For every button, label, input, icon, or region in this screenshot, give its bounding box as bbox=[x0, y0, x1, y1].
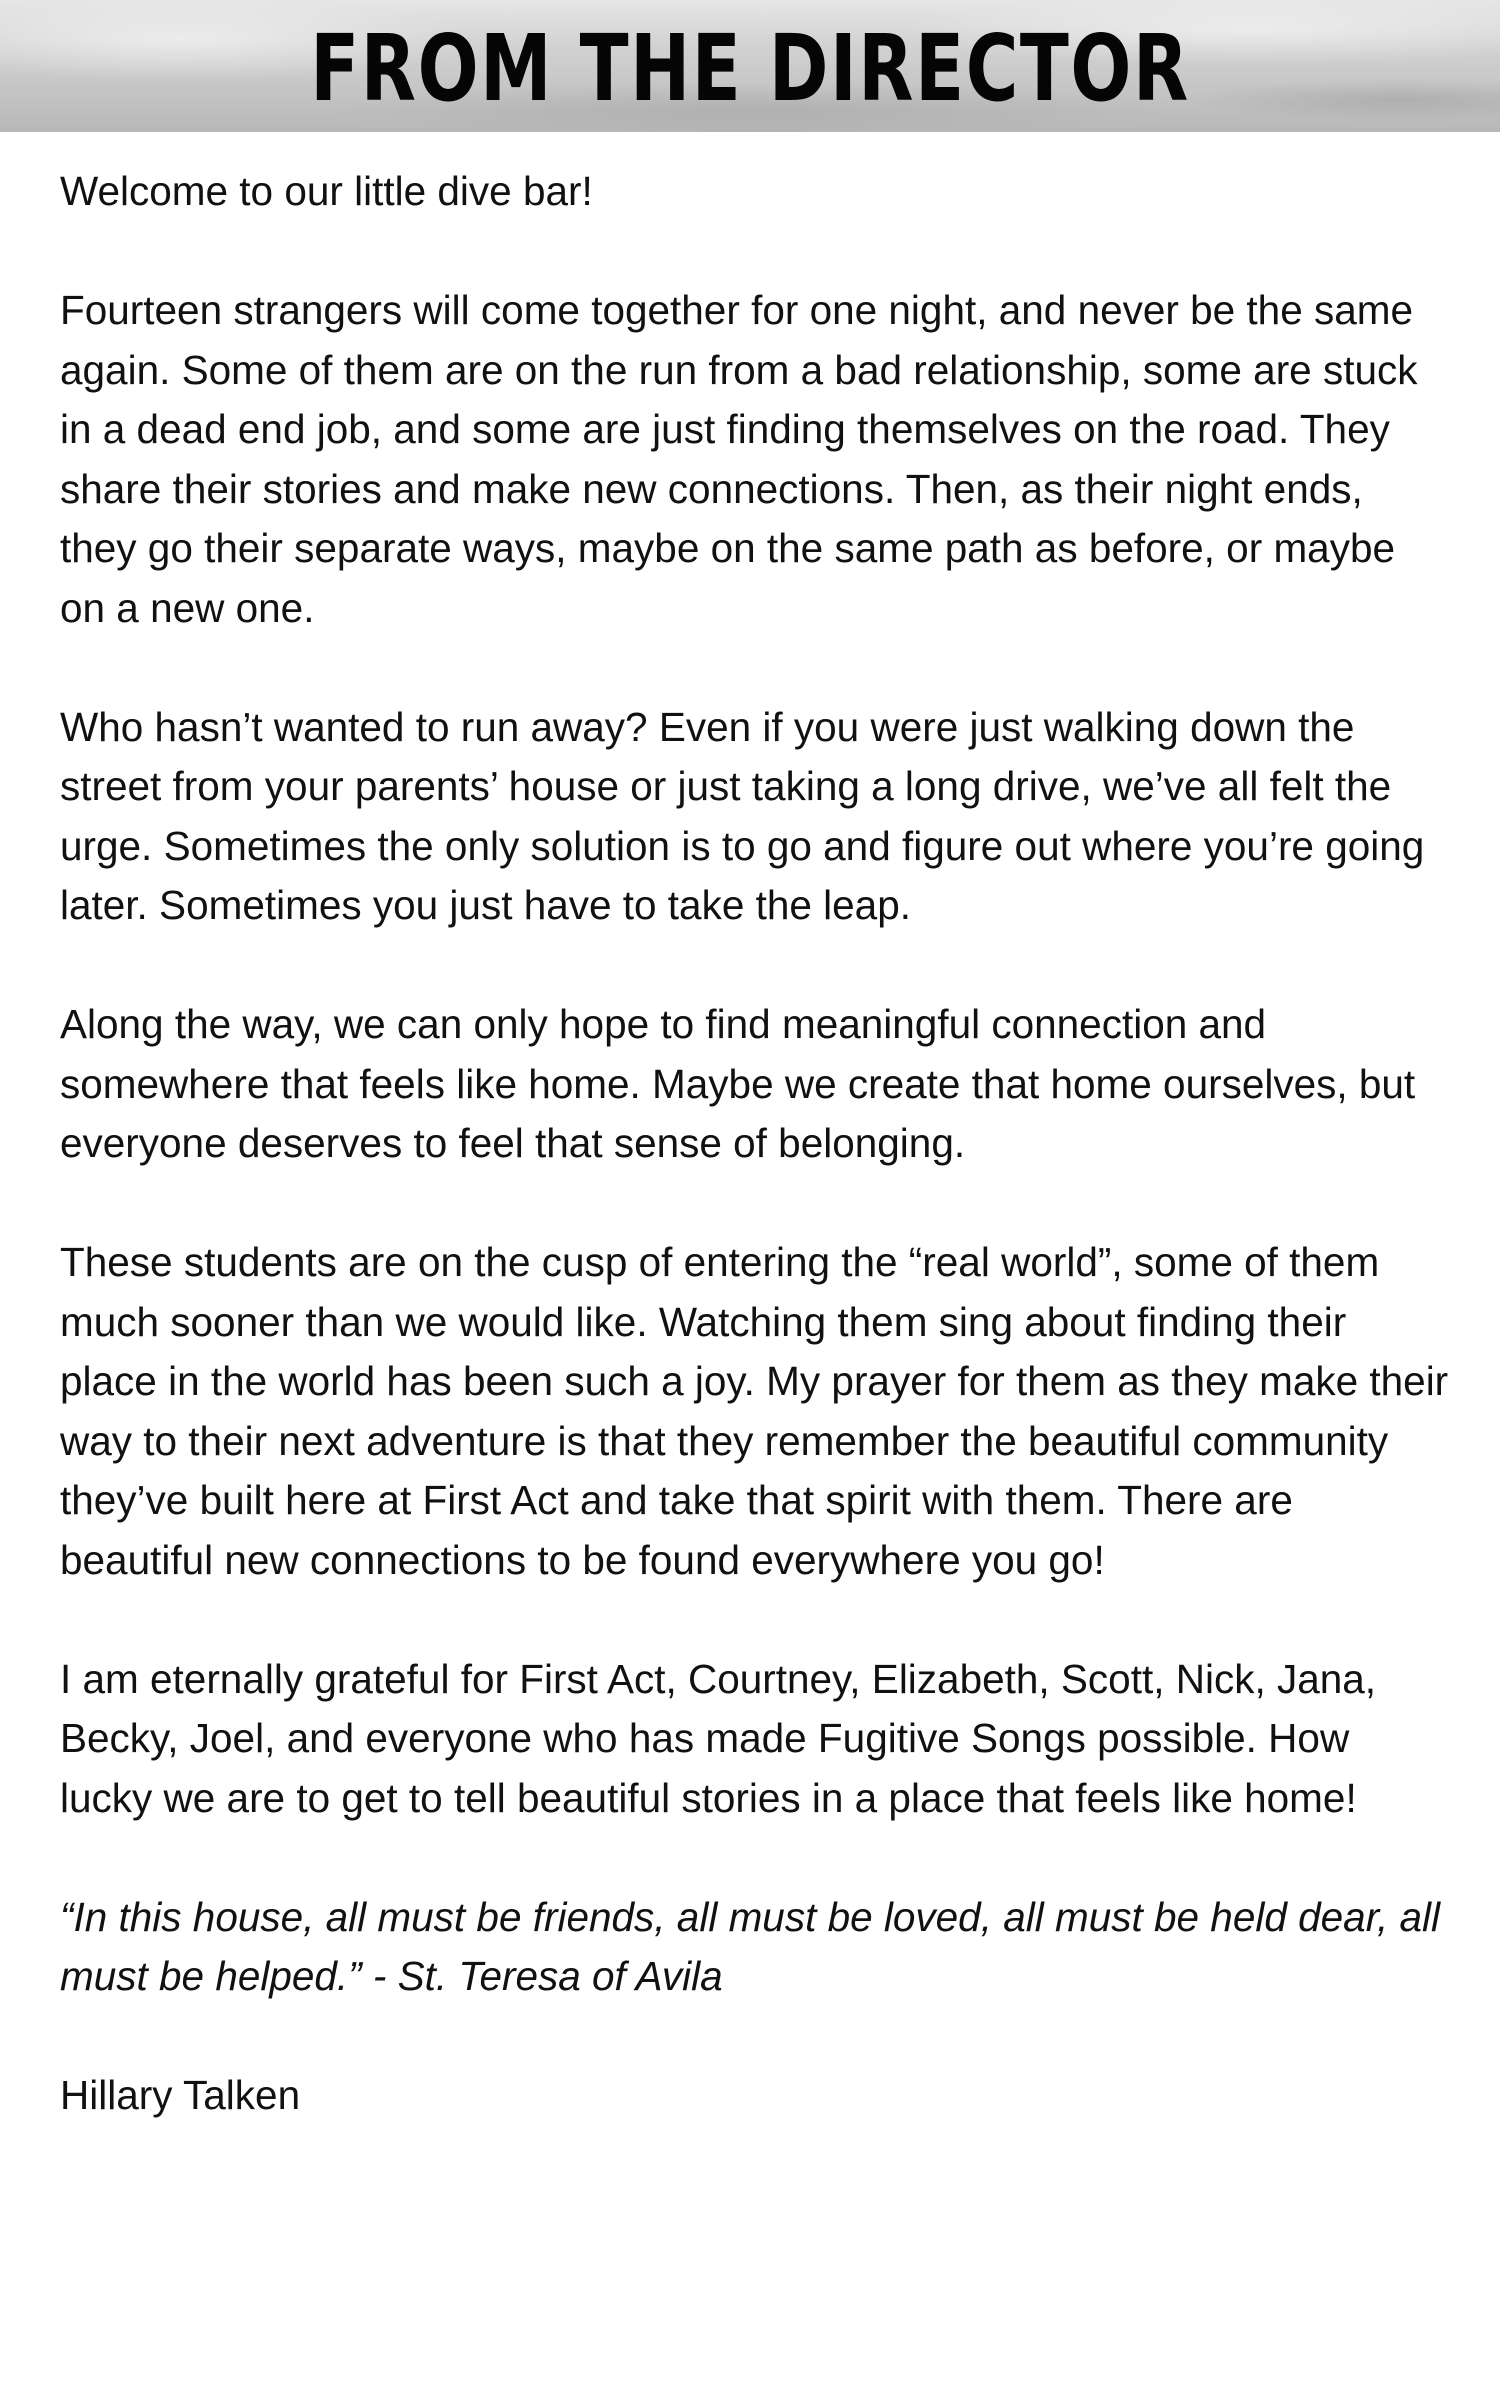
quote-paragraph: “In this house, all must be friends, all must be loved, all must be held dear, all must be helped.” - St. Teresa of Avila bbox=[60, 1893, 1440, 1999]
director-letter bbox=[60, 162, 1450, 2126]
students-paragraph: These students are on the cusp of entering the “real world”, some of them much sooner than we would like. Watching them sing about finding their place in the world has been such a joy. My prayer for them as they make their way to their next adventure is that they remember the beautiful community they’ve built here at First Act and take that spirit with them. There are beautiful new connections to be found everywhere you go! bbox=[60, 1239, 1449, 1583]
gratitude-paragraph: I am eternally grateful for First Act, Courtney, Elizabeth, Scott, Nick, Jana, Becky, Joel, and everyone who has made Fugitive Songs possible. How lucky we are to get to tell beautiful stories in a place that feels like home! bbox=[60, 1655, 1377, 1821]
header-banner bbox=[0, 0, 1500, 132]
signature: Hillary Talken bbox=[60, 2072, 301, 2118]
story-paragraph: Fourteen strangers will come together for one night, and never be the same again. Some of them are on the run from a bad relationship, some are stuck in a dead end job, and some are just finding themselves on the road. They share their stories and make new connections. Then, as their night ends, they go their separate ways, maybe on the same path as before, or maybe on a new one. bbox=[60, 287, 1418, 631]
greeting-paragraph: Welcome to our little dive bar! bbox=[60, 168, 593, 214]
home-paragraph: Along the way, we can only hope to find meaningful connection and somewhere that feels like home. Maybe we create that home ourselves, but everyone deserves to feel that sense of belonging. bbox=[60, 1001, 1416, 1166]
run-away-paragraph: Who hasn’t wanted to run away? Even if you were just walking down the street from your parents’ house or just taking a long drive, we’ve all felt the urge. Sometimes the only solution is to go and figure out where you’re going later. Sometimes you just have to take the leap. bbox=[60, 703, 1425, 928]
page-title: FROM THE DIRECTOR bbox=[310, 15, 1190, 122]
